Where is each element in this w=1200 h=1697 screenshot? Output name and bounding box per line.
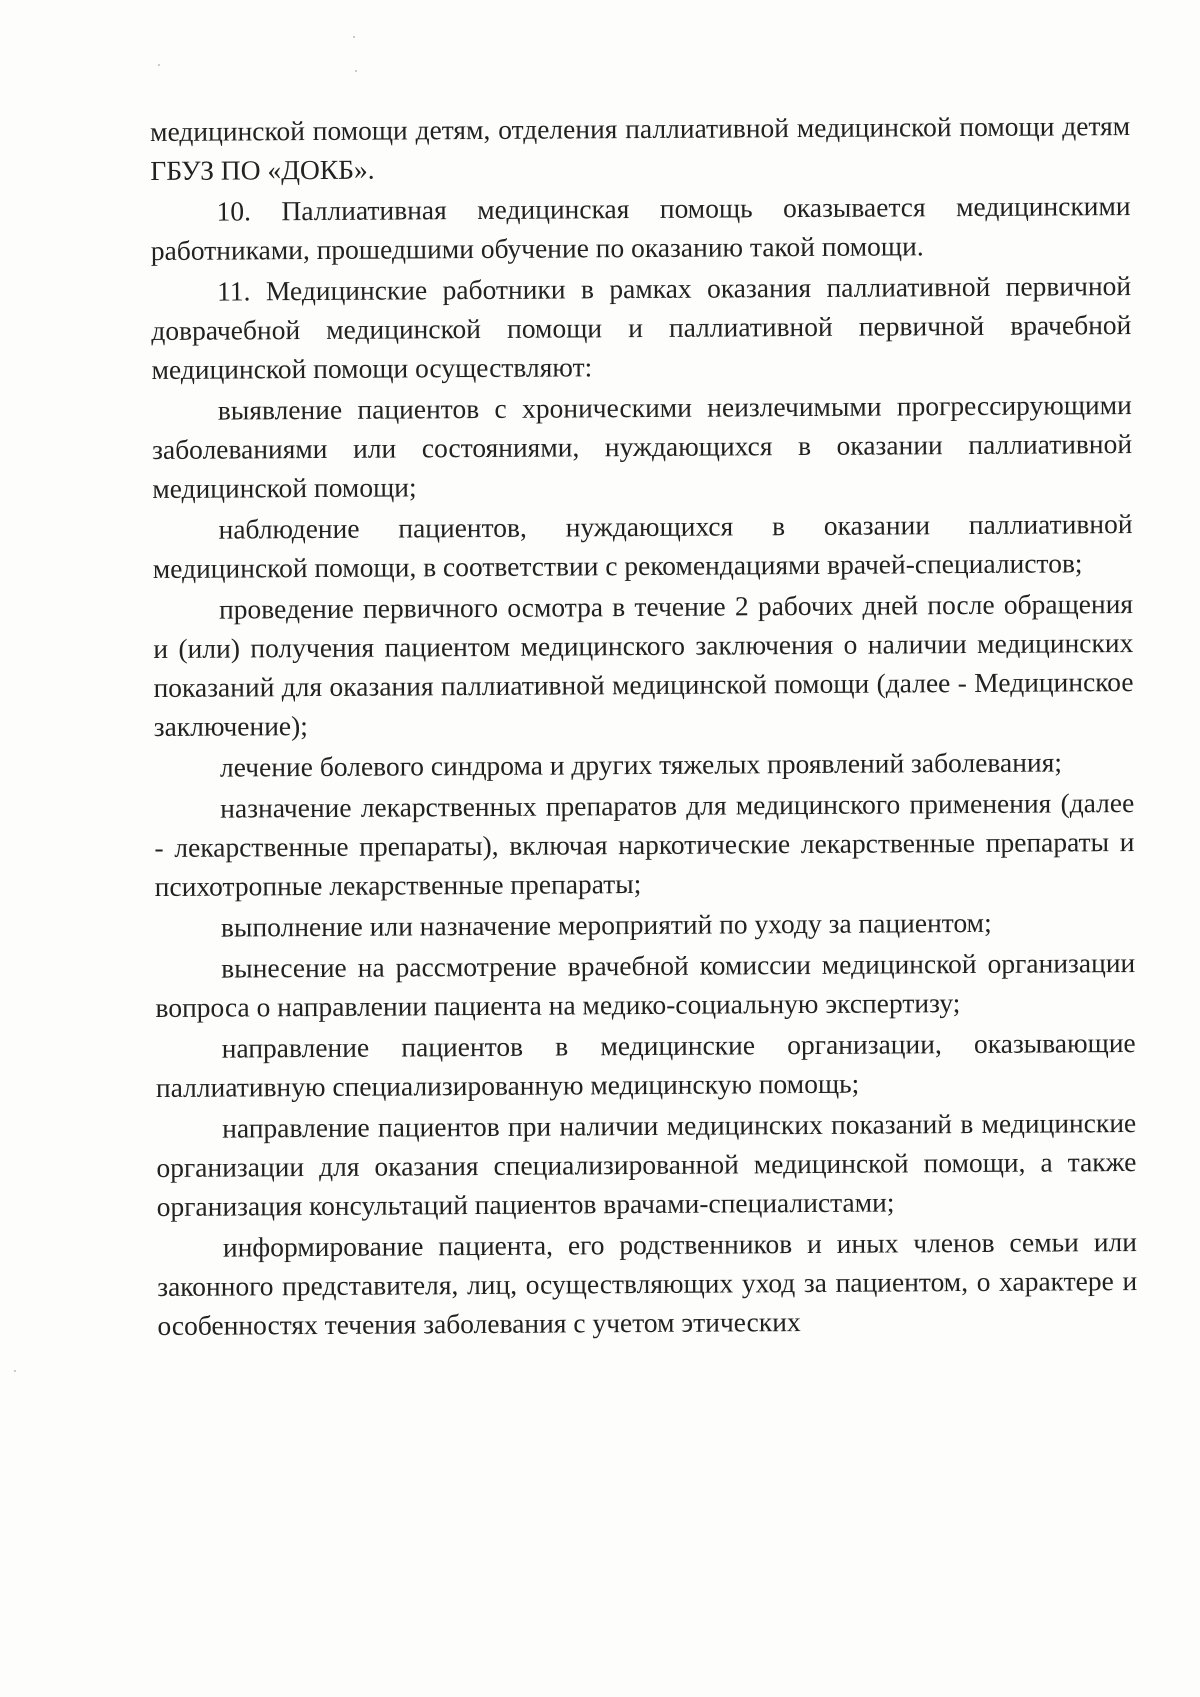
scan-speck xyxy=(355,70,357,72)
paragraph: проведение первичного осмотра в течение 2 рабочих дней после обращения и (или) получения пациентом медицинского заключения о наличии медицинских показаний для оказания паллиативной медицинской помощи (далее - Медицинское заключение); xyxy=(153,588,1134,742)
scan-speck xyxy=(14,1370,16,1372)
paragraph: направление пациентов в медицинские организации, оказывающие паллиативную специализированную медицинскую помощь; xyxy=(155,1026,1136,1103)
paragraph: медицинской помощи детям, отделения паллиативной медицинской помощи детям ГБУЗ ПО «ДОКБ». xyxy=(150,110,1131,186)
paragraph: 11. Медицинские работники в рамках оказания паллиативной первичной доврачебной медицинской помощи и паллиативной первичной врачебной медицинской помощи осуществляют: xyxy=(151,270,1132,385)
paragraph: лечение болевого синдрома и других тяжелых проявлений заболевания; xyxy=(219,746,1063,783)
paragraph: выявление пациентов с хроническими неизлечимыми прогрессирующими заболеваниями или состояниями, нуждающихся в оказании паллиативной медицинской помощи; xyxy=(151,389,1133,504)
scan-speck xyxy=(353,36,355,38)
paragraph: наблюдение пациентов, нуждающихся в оказании паллиативной медицинской помощи, в соответствии с рекомендациями врачей-специалистов; xyxy=(152,508,1133,584)
paragraph: выполнение или назначение мероприятий по уходу за пациентом; xyxy=(220,906,992,943)
paragraph: вынесение на рассмотрение врачебной комиссии медицинской организации вопроса о направлении пациента на медико-социальную экспертизу; xyxy=(155,946,1136,1023)
paragraph: направление пациентов при наличии медицинских показаний в медицинские организации для оказания специализированной медицинской помощи, а также организация консультаций пациентов врачами-специалистами; xyxy=(156,1106,1137,1222)
scan-speck xyxy=(158,64,160,66)
document-body xyxy=(150,106,1138,1345)
paragraph: информирование пациента, его родственников и иных членов семьи или законного представителя, лиц, осуществляющих уход за пациентом, о характере и особенностях течения заболевания с учетом этических xyxy=(157,1225,1138,1341)
paragraph: назначение лекарственных препаратов для медицинского применения (далее - лекарственные препараты), включая наркотические лекарственные препараты и психотропные лекарственные препараты; xyxy=(154,787,1135,902)
paragraph: 10. Паллиативная медицинская помощь оказывается медицинскими работниками, прошедшими обучение по оказанию такой помощи. xyxy=(150,190,1131,266)
